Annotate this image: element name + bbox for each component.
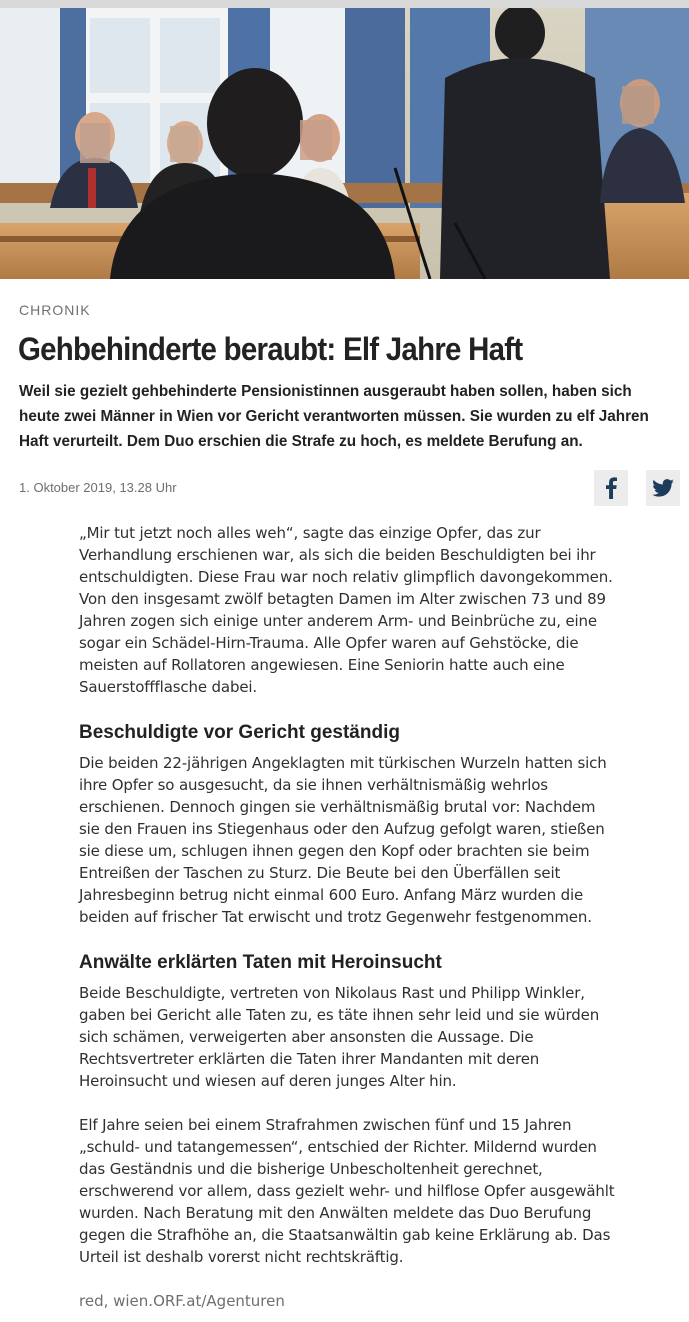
courtroom-photo-illustration xyxy=(0,8,689,279)
facebook-share-button[interactable] xyxy=(594,470,628,506)
article-subheading: Anwälte erklärten Taten mit Heroinsucht xyxy=(79,952,442,973)
article-paragraph: „Mir tut jetzt noch alles weh“, sagte das einzige Opfer, das zur Verhandlung erschienen war, als sich die beiden Beschuldigten bei ihr entschuldigten. Diese Frau war noch relativ glimpflich davongekommen. Von den insgesamt zwölf betagten Damen im Alter zwischen 73 und 89 Jahren zogen sich einige unter anderem Arm- und Beinbrüche zu, eine sogar ein Schädel-Hirn-Trauma. Alle Opfer waren auf Gehstöcke, die meisten auf Rollatoren angewiesen. Eine Seniorin hatte auch eine Sauerstoffflasche dabei. xyxy=(79,524,613,696)
article-paragraph: Die beiden 22-jährigen Angeklagten mit türkischen Wurzeln hatten sich ihre Opfer so ausgesucht, da sie ihnen verhältnismäßig wehrlos erschienen. Dennoch gingen sie verhältnismäßig brutal vor: Nachdem sie den Frauen ins Stiegenhaus oder den Aufzug gefolgt waren, stießen sie diese um, schlugen ihnen gegen den Kopf oder brachten sie beim Entreißen der Taschen zu Sturz. Die Beute bei den Überfällen seit Jahresbeginn betrug nicht einmal 600 Euro. Anfang März wurden die beiden auf frischer Tat erwischt und trotz Gegenwehr festgenommen. xyxy=(79,754,607,926)
top-strip xyxy=(0,0,689,8)
article-subheading: Beschuldigte vor Gericht geständig xyxy=(79,722,400,743)
article-source: red, wien.ORF.at/Agenturen xyxy=(79,1292,285,1310)
article-category[interactable]: CHRONIK xyxy=(19,302,91,318)
twitter-icon xyxy=(652,479,674,497)
article-paragraph: Elf Jahre seien bei einem Strafrahmen zwischen fünf und 15 Jahren „schuld- und tatangemessen“, entschied der Richter. Mildernd wurden das Geständnis und die bisherige Unbescholtenheit gerechnet, erschwerend vor allem, dass gezielt wehr- und hilflose Opfer ausgewählt wurden. Nach Beratung mit den Anwälten meldete das Duo Berufung gegen die Strafhöhe an, die Staatsanwältin gab keine Erklärung ab. Das Urteil ist deshalb vorerst nicht rechtskräftig. xyxy=(79,1116,615,1266)
article-date: 1. Oktober 2019, 13.28 Uhr xyxy=(19,480,177,495)
article-paragraph: Beide Beschuldigte, vertreten von Nikolaus Rast und Philipp Winkler, gaben bei Gericht alle Taten zu, es täte ihnen sehr leid und sie würden sich schämen, verweigerten aber ansonsten die Aussage. Die Rechtsvertreter erklärten die Taten ihrer Mandanten mit deren Heroinsucht und wiesen auf deren junges Alter hin. xyxy=(79,984,600,1090)
article-lead: Weil sie gezielt gehbehinderte Pensionistinnen ausgeraubt haben sollen, haben sich heute zwei Männer in Wien vor Gericht verantworten müssen. Sie wurden zu elf Jahren Haft verurteilt. Dem Duo erschien die Strafe zu hoch, es meldete Berufung an. xyxy=(19,383,649,450)
article-headline: Gehbehinderte beraubt: Elf Jahre Haft xyxy=(18,331,523,367)
article-body xyxy=(79,522,619,1312)
facebook-icon xyxy=(604,477,618,499)
twitter-share-button[interactable] xyxy=(646,470,680,506)
article-photo xyxy=(0,8,689,279)
